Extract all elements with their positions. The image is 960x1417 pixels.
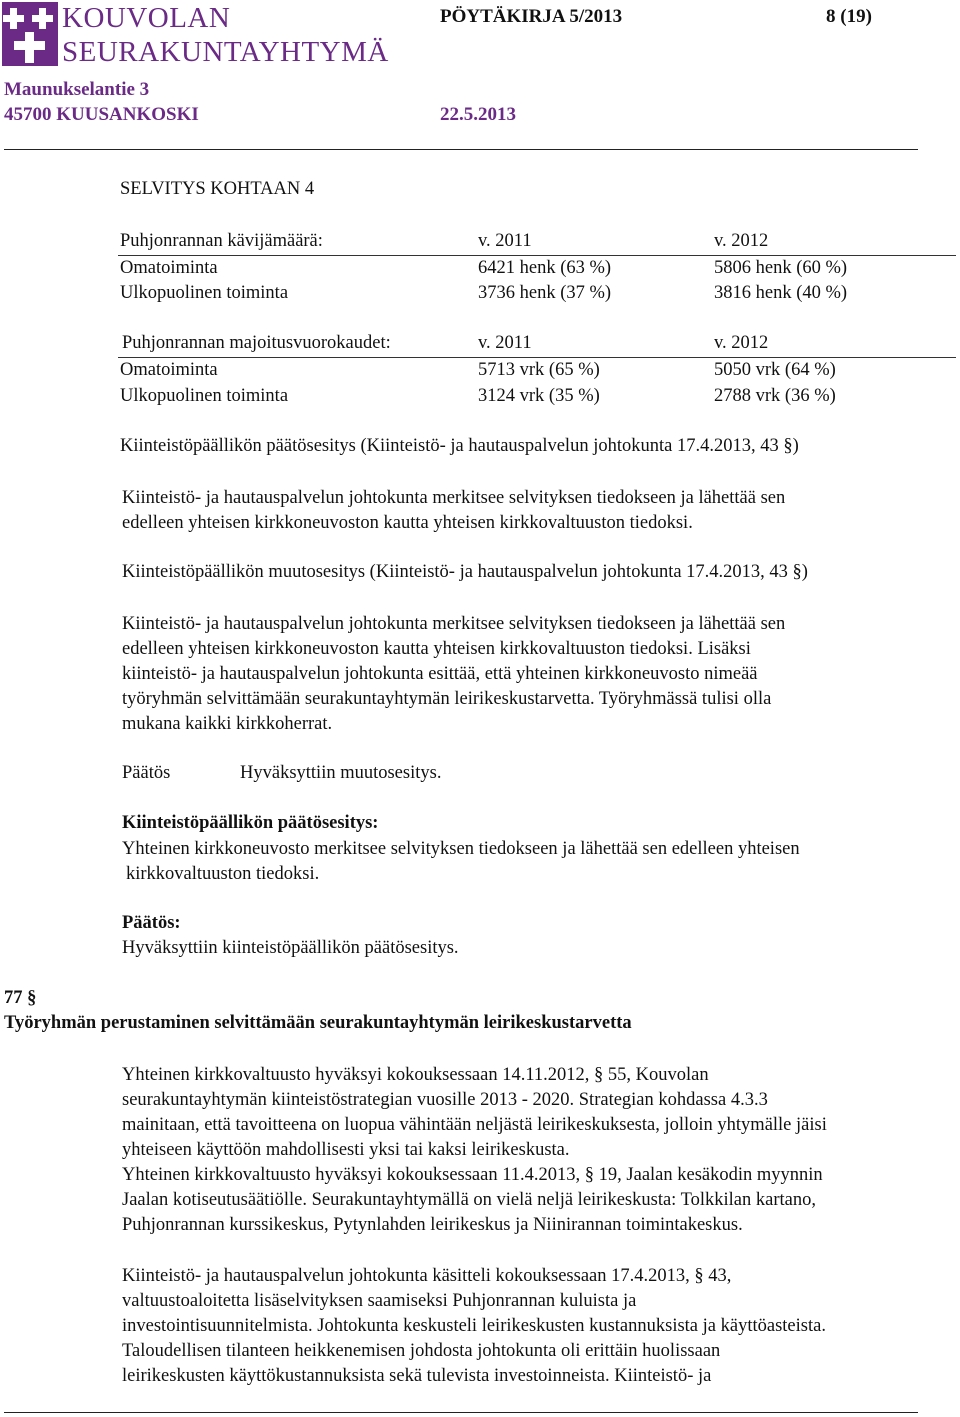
text-line: edelleen yhteisen kirkkoneuvoston kautta yhteisen kirkkovaltuuston tiedoksi. — [122, 513, 693, 533]
table-label: Puhjonrannan kävijämäärä: — [120, 231, 323, 251]
org-name-line2: SEURAKUNTAYHTYMÄ — [62, 36, 389, 68]
decision-text: Hyväksyttiin kiinteistöpäällikön päätösesitys. — [122, 938, 459, 958]
table-cell: 5713 vrk (65 %) — [478, 360, 600, 380]
text-line: Puhjonrannan kurssikeskus, Pytynlahden leirikeskus ja Niinirannan toimintakeskus. — [122, 1215, 743, 1235]
table-rule — [118, 255, 956, 256]
proposal-heading-bold: Kiinteistöpäällikön päätösesitys: — [122, 813, 379, 833]
amendment-body — [122, 612, 785, 737]
column-header-2012: v. 2012 — [714, 333, 769, 353]
text-line: mainitaan, että tavoitteena on luopua vähintään neljästä leirikeskuksesta, jolloin yhtymälle jäisi — [122, 1115, 827, 1135]
text-line: Jaalan kotiseutusäätiölle. Seurakuntayhtymällä on vielä neljä leirikeskusta: Tolkkilan kartano, — [122, 1190, 816, 1210]
text-line: työryhmän selvittämään seurakuntayhtymän leirikeskustarvetta. Työryhmässä tulisi olla — [122, 689, 772, 709]
cross-logo-icon — [2, 2, 58, 66]
footer-divider — [4, 1412, 918, 1413]
address-city: 45700 KUUSANKOSKI — [4, 104, 199, 125]
section-title: SELVITYS KOHTAAN 4 — [120, 179, 315, 199]
table-rule — [118, 357, 956, 358]
org-name-line1: KOUVOLAN — [62, 2, 231, 34]
text-line: edelleen yhteisen kirkkoneuvoston kautta yhteisen kirkkovaltuuston tiedoksi. Lisäksi — [122, 639, 751, 659]
text-line: Yhteinen kirkkoneuvosto merkitsee selvityksen tiedokseen ja lähettää sen edelleen yhteisen — [122, 839, 800, 859]
document-title: PÖYTÄKIRJA 5/2013 — [440, 6, 623, 27]
text-line: seurakuntayhtymän kiinteistöstrategian vuosille 2013 - 2020. Strategian kohdassa 4.3.3 — [122, 1090, 768, 1110]
text-line: leirikeskusten käyttökustannuksista sekä tulevista investoinneista. Kiinteistö- ja — [122, 1366, 712, 1386]
proposal-body — [122, 486, 785, 536]
table-cell: 3816 henk (40 %) — [714, 283, 848, 303]
amendment-heading: Kiinteistöpäällikön muutosesitys (Kiinteistö- ja hautauspalvelun johtokunta 17.4.2013, 43 §) — [122, 562, 808, 582]
item-paragraph — [122, 1264, 826, 1389]
text-line: mukana kaikki kirkkoherrat. — [122, 714, 333, 734]
table-cell: 5806 henk (60 %) — [714, 258, 848, 278]
column-header-2012: v. 2012 — [714, 231, 769, 251]
item-title: Työryhmän perustaminen selvittämään seurakuntayhtymän leirikeskustarvetta — [4, 1013, 632, 1033]
proposal-body — [122, 837, 800, 887]
column-header-2011: v. 2011 — [478, 231, 532, 251]
text-line: investointisuunnitelmista. Johtokunta keskusteli leirikeskusten kustannuksista ja käyttöasteista. — [122, 1316, 826, 1336]
table-row-label: Ulkopuolinen toiminta — [120, 386, 289, 406]
table-row-label: Ulkopuolinen toiminta — [120, 283, 289, 303]
item-number: 77 § — [4, 988, 37, 1008]
org-logo — [2, 2, 410, 68]
table-cell: 2788 vrk (36 %) — [714, 386, 836, 406]
page-number: 8 (19) — [826, 6, 872, 27]
text-line: Yhteinen kirkkovaltuusto hyväksyi kokouksessaan 11.4.2013, § 19, Jaalan kesäkodin myynnin — [122, 1165, 823, 1185]
item-paragraph — [122, 1063, 827, 1238]
text-line: kirkkovaltuuston tiedoksi. — [126, 864, 320, 884]
table-row-label: Omatoiminta — [120, 258, 218, 278]
text-line: Kiinteistö- ja hautauspalvelun johtokunta merkitsee selvityksen tiedokseen ja lähettää sen — [122, 488, 786, 508]
column-header-2011: v. 2011 — [478, 333, 532, 353]
text-line: valtuustoaloitetta lisäselvityksen saamiseksi Puhjonrannan kuluista ja — [122, 1291, 637, 1311]
meeting-date: 22.5.2013 — [440, 104, 516, 125]
address-street: Maunukselantie 3 — [4, 79, 150, 100]
table-row-label: Omatoiminta — [120, 360, 218, 380]
text-line: kiinteistö- ja hautauspalvelun johtokunta esittää, että yhteinen kirkkoneuvosto nimeää — [122, 664, 758, 684]
decision-text: Hyväksyttiin muutosesitys. — [240, 763, 442, 783]
text-line: Kiinteistö- ja hautauspalvelun johtokunta merkitsee selvityksen tiedokseen ja lähettää sen — [122, 614, 786, 634]
proposal-heading: Kiinteistöpäällikön päätösesitys (Kiinteistö- ja hautauspalvelun johtokunta 17.4.2013, 43 §) — [120, 436, 799, 456]
table-label: Puhjonrannan majoitusvuorokaudet: — [122, 333, 391, 353]
table-cell: 6421 henk (63 %) — [478, 258, 612, 278]
decision-label: Päätös — [122, 763, 171, 783]
text-line: yhteiseen käyttöön mahdollisesti yksi tai kaksi leirikeskusta. — [122, 1140, 570, 1160]
table-cell: 3124 vrk (35 %) — [478, 386, 600, 406]
decision-heading: Päätös: — [122, 913, 181, 933]
table-cell: 3736 henk (37 %) — [478, 283, 612, 303]
header-divider — [4, 149, 918, 150]
text-line: Taloudellisen tilanteen heikkenemisen johdosta johtokunta oli erittäin huolissaan — [122, 1341, 721, 1361]
table-cell: 5050 vrk (64 %) — [714, 360, 836, 380]
text-line: Kiinteistö- ja hautauspalvelun johtokunta käsitteli kokouksessaan 17.4.2013, § 43, — [122, 1266, 732, 1286]
text-line: Yhteinen kirkkovaltuusto hyväksyi kokouksessaan 14.11.2012, § 55, Kouvolan — [122, 1065, 709, 1085]
